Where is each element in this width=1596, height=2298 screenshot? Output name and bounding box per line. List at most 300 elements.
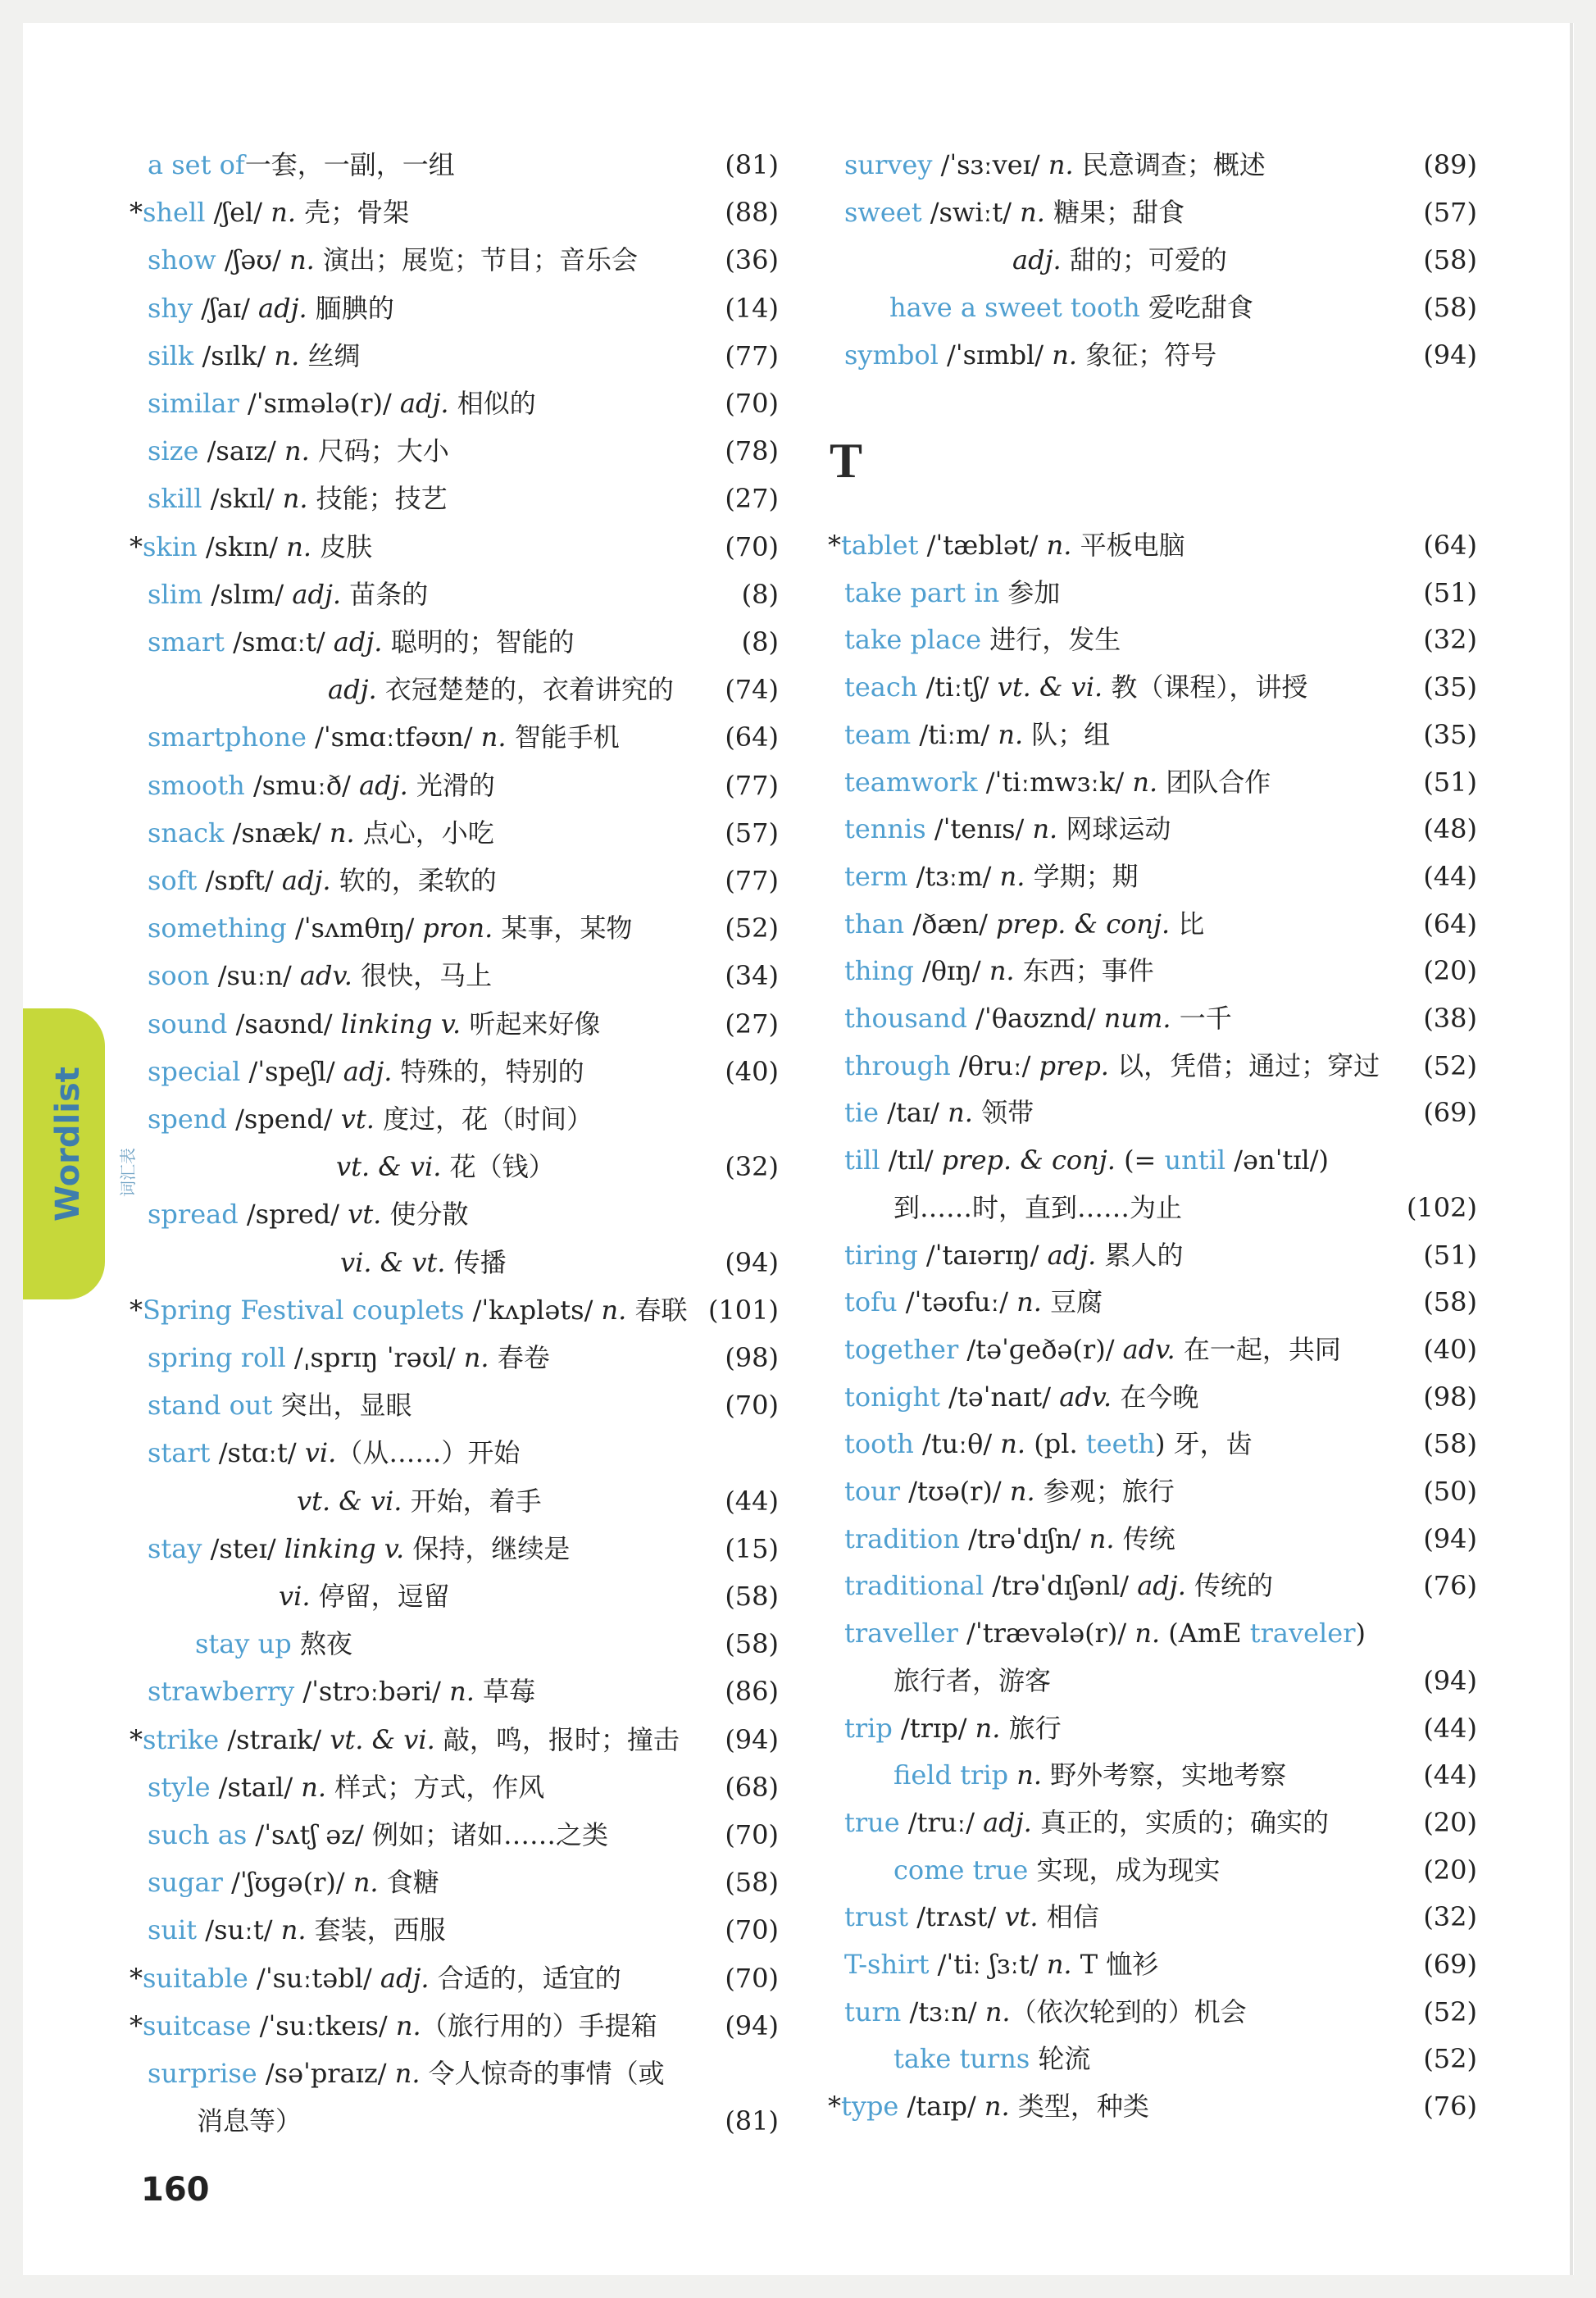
pronunciation: /θɪŋ/ (913, 955, 989, 987)
unit-page-ref: (32) (1423, 624, 1477, 656)
unit-page-ref: (40) (725, 1055, 779, 1087)
part-of-speech: n. (1016, 1759, 1042, 1791)
unit-page-ref: (34) (725, 960, 779, 992)
unit-page-ref: (44) (1423, 1712, 1477, 1744)
definition: 轮流 (1030, 2043, 1091, 2075)
pronunciation: /ʃel/ (205, 197, 271, 229)
part-of-speech: vt. & vi. (997, 671, 1103, 703)
part-of-speech: n. (1000, 1428, 1026, 1460)
part-of-speech: n. (1046, 1949, 1072, 1980)
definition: （旅行用的）手提箱 (421, 2009, 657, 2041)
part-of-speech: n. (1048, 149, 1074, 180)
wordlist-entry (148, 1003, 779, 1044)
headword: than (844, 908, 905, 940)
unit-page-ref: (102) (1406, 1191, 1477, 1223)
headword: thing (844, 955, 914, 987)
headword: silk (148, 339, 194, 371)
wordlist-entry (844, 1896, 1477, 1937)
headword: survey (844, 149, 933, 180)
wordlist-entry (844, 998, 1477, 1039)
headword: traveller (844, 1618, 958, 1650)
headword: come true (893, 1854, 1029, 1886)
unit-page-ref: (94) (1423, 1522, 1477, 1554)
part-of-speech: prep. (1039, 1049, 1109, 1081)
headword: tonight (844, 1381, 940, 1413)
definition: (= (1115, 1144, 1165, 1176)
part-of-speech: vi. (279, 1581, 311, 1612)
wordlist-entry (148, 383, 779, 424)
definition: 某事，某物 (493, 912, 633, 944)
pronunciation: /ˈsmɑːtfəʊn/ (306, 721, 481, 753)
headword: together (844, 1333, 959, 1365)
pronunciation: /tɜːm/ (907, 860, 1000, 892)
part-of-speech: n. (352, 1867, 379, 1899)
definition: T 恤衫 (1071, 1949, 1159, 1980)
wordlist-entry (130, 526, 779, 567)
pronunciation: /steɪ/ (202, 1532, 284, 1564)
wordlist-entry (148, 860, 779, 901)
definition: (pl. (1025, 1428, 1086, 1460)
unit-page-ref: (48) (1423, 813, 1477, 845)
wordlist-entry (148, 717, 779, 758)
unit-page-ref: (70) (725, 530, 779, 562)
definition: 领带 (972, 1097, 1034, 1129)
pronunciation: /trʌst/ (908, 1901, 1005, 1933)
unit-page-ref: (58) (1423, 1428, 1477, 1460)
wordlist-entry (844, 334, 1477, 375)
pronunciation: /ˈtrævələ(r)/ (957, 1618, 1135, 1650)
new-word-star: * (828, 2091, 841, 2123)
part-of-speech: n. (289, 244, 315, 276)
part-of-speech: n. (274, 339, 300, 371)
headword: special (148, 1055, 241, 1087)
part-of-speech: n. (1032, 813, 1058, 845)
wordlist-entry (148, 239, 779, 280)
part-of-speech: n. (1009, 1476, 1035, 1507)
definition: 东西；事件 (1014, 955, 1154, 987)
part-of-speech: n. (975, 1712, 1001, 1744)
wordlist-entry (844, 856, 1477, 897)
part-of-speech: n. (286, 530, 311, 562)
pronunciation: /spend/ (226, 1103, 341, 1135)
definition: 敲，鸣，报时；撞击 (434, 1723, 680, 1755)
headword: something (148, 912, 287, 944)
part-of-speech: adj. (1047, 1239, 1097, 1271)
unit-page-ref: (44) (1423, 1759, 1477, 1791)
unit-page-ref: (94) (725, 2009, 779, 2041)
unit-page-ref: (51) (1423, 1239, 1477, 1271)
headword: stay (148, 1532, 202, 1564)
definition: 使分散 (381, 1199, 469, 1231)
unit-page-ref: (58) (725, 1628, 779, 1660)
wordlist-entry (130, 2005, 779, 2046)
part-of-speech: n. (394, 2058, 421, 2089)
wordlist-entry (336, 1146, 779, 1187)
headword: such as (148, 1819, 248, 1850)
new-word-star: * (130, 1723, 143, 1755)
headword: Spring Festival couplets (143, 1294, 465, 1326)
unit-page-ref: (81) (725, 149, 779, 180)
part-of-speech: adv. (1059, 1381, 1112, 1413)
headword: field trip (893, 1759, 1009, 1791)
definition: 春卷 (489, 1342, 550, 1373)
pronunciation: /tɜːn/ (901, 1995, 985, 2027)
definition: 壳；骨架 (295, 197, 410, 229)
part-of-speech: adj. (343, 1055, 393, 1087)
wordlist-entry (148, 335, 779, 376)
wordlist-entry (148, 1194, 779, 1235)
wordlist-entry (844, 144, 1477, 185)
headword: tiring (844, 1239, 918, 1271)
definition: 网球运动 (1057, 813, 1171, 845)
wordlist-entry (844, 1802, 1477, 1843)
pronunciation: /ˈtəʊfuː/ (897, 1286, 1017, 1318)
definition: 类型，种类 (1009, 2091, 1149, 2123)
definition: 听起来好像 (461, 1008, 601, 1040)
wordlist-entry (844, 1518, 1477, 1559)
headword-variant: teeth (1085, 1428, 1155, 1460)
definition: 旅行 (1000, 1712, 1062, 1744)
part-of-speech: n. (284, 435, 310, 467)
wordlist-entry (148, 955, 779, 996)
definition: 合适的，适宜的 (429, 1962, 621, 1994)
definition: 累人的 (1096, 1239, 1184, 1271)
pronunciation: /taɪp/ (898, 2091, 984, 2123)
unit-page-ref: (70) (725, 1390, 779, 1422)
unit-page-ref: (20) (1423, 1806, 1477, 1838)
headword: surprise (148, 2058, 257, 2089)
part-of-speech: n. (1020, 197, 1045, 228)
headword: turn (844, 1995, 902, 2027)
part-of-speech: pron. (422, 912, 493, 944)
wordlist-entry (148, 288, 779, 329)
wordlist-entry (844, 762, 1477, 803)
unit-page-ref: (98) (725, 1342, 779, 1373)
wordlist-entry (844, 1329, 1477, 1370)
page-edge (1570, 23, 1573, 2275)
part-of-speech: adj. (1012, 244, 1062, 275)
headword: type (841, 2091, 899, 2123)
part-of-speech: adj. (292, 578, 342, 610)
pronunciation: /saʊnd/ (227, 1008, 341, 1040)
definition: 草莓 (474, 1676, 536, 1708)
headword: stay up (195, 1628, 292, 1660)
headword: size (148, 435, 199, 467)
wordlist-entry (844, 1235, 1477, 1276)
headword: skin (143, 530, 198, 562)
new-word-star: * (130, 1962, 143, 1994)
wordlist-entry (844, 572, 1477, 613)
unit-page-ref: (51) (1423, 766, 1477, 798)
pronunciation: /spred/ (238, 1199, 348, 1231)
headword: teamwork (844, 766, 978, 798)
part-of-speech: n. (601, 1294, 627, 1326)
section-letter: T (830, 434, 863, 488)
pronunciation: /saɪz/ (198, 435, 284, 467)
unit-page-ref: (64) (1423, 530, 1477, 561)
headword: shell (143, 197, 206, 229)
headword: symbol (844, 339, 939, 371)
headword: tofu (844, 1286, 898, 1318)
pronunciation: /ˈtenɪs/ (925, 813, 1033, 845)
definition: （依次轮到的）机会 (1010, 1995, 1247, 2027)
wordlist-entry (148, 765, 779, 806)
definition: 爱吃甜食 (1139, 292, 1253, 323)
pronunciation: /ðæn/ (904, 908, 997, 940)
pronunciation: /ˈtiː ʃɜːt/ (929, 1949, 1047, 1980)
definition: 停留，逗留 (310, 1581, 450, 1612)
wordlist-entry (844, 1708, 1477, 1749)
unit-page-ref: (38) (1423, 1003, 1477, 1034)
pronunciation: /suːn/ (209, 960, 300, 992)
unit-page-ref: (94) (1423, 1664, 1477, 1696)
wordlist-entry (148, 1528, 779, 1569)
part-of-speech: adv. (1122, 1333, 1175, 1365)
pronunciation: /səˈpraɪz/ (257, 2058, 395, 2089)
pronunciation: /ʃəʊ/ (216, 244, 290, 276)
part-of-speech: n. (999, 860, 1025, 892)
unit-page-ref: (81) (725, 2105, 779, 2137)
part-of-speech: vt. (348, 1199, 382, 1231)
pronunciation: /skɪl/ (202, 483, 283, 515)
wordlist-entry (893, 1850, 1477, 1891)
headword: sugar (148, 1867, 223, 1899)
definition: 相信 (1038, 1901, 1099, 1933)
definition: 熬夜 (291, 1628, 352, 1660)
unit-page-ref: (94) (725, 1246, 779, 1278)
unit-page-ref: (70) (725, 388, 779, 419)
definition: 智能手机 (506, 721, 620, 753)
wordlist-entry (197, 2100, 779, 2141)
definition: 以，凭借；通过；穿过 (1108, 1049, 1380, 1081)
pronunciation: /təˈɡeðə(r)/ (958, 1333, 1123, 1365)
pronunciation: /ˈsɜːveɪ/ (932, 149, 1048, 180)
new-word-star: * (130, 197, 143, 229)
unit-page-ref: (77) (725, 769, 779, 801)
tab-subtitle: 词汇表 (118, 1148, 138, 1197)
pronunciation: /smuːð/ (244, 769, 360, 801)
definition: 豆腐 (1041, 1286, 1103, 1318)
part-of-speech: n. (463, 1342, 489, 1373)
wordlist-entry (1012, 239, 1477, 280)
new-word-star: * (130, 530, 143, 562)
part-of-speech: n. (1016, 1286, 1042, 1318)
unit-page-ref: (50) (1423, 1476, 1477, 1507)
headword: take turns (893, 2043, 1030, 2075)
unit-page-ref: (36) (725, 244, 779, 276)
headword: take place (844, 624, 982, 656)
headword: trip (844, 1712, 893, 1744)
pronunciation: /ˈsɪmələ(r)/ (239, 388, 400, 419)
unit-page-ref: (77) (725, 339, 779, 371)
unit-page-ref: (32) (1423, 1901, 1477, 1933)
pronunciation: /ˈtaɪərɪŋ/ (917, 1239, 1048, 1271)
definition: 在一起，共同 (1175, 1333, 1341, 1365)
wordlist-entry (844, 714, 1477, 755)
wordlist-entry (148, 1671, 779, 1712)
headword-variant: traveler (1249, 1618, 1356, 1650)
pronunciation: /swiːt/ (921, 197, 1021, 228)
headword: shy (148, 292, 193, 324)
wordlist-entry (844, 903, 1477, 944)
unit-page-ref: (69) (1423, 1097, 1477, 1129)
definition: 传播 (445, 1246, 507, 1278)
unit-page-ref: (14) (725, 292, 779, 324)
headword: strike (143, 1723, 220, 1755)
wordlist-entry (844, 1045, 1477, 1086)
definition: 参加 (999, 576, 1061, 608)
headword: tradition (844, 1522, 960, 1554)
definition: 象征；符号 (1077, 339, 1217, 371)
pronunciation: /trɪp/ (892, 1712, 975, 1744)
unit-page-ref: (40) (1423, 1333, 1477, 1365)
wordlist-entry (844, 192, 1477, 233)
pronunciation: /slɪm/ (202, 578, 293, 610)
wordlist-entry (130, 1290, 779, 1331)
part-of-speech: vi. & vt. (340, 1246, 446, 1278)
unit-page-ref: (15) (725, 1532, 779, 1564)
definition: 例如；诸如……之类 (371, 1819, 608, 1850)
definition: 相似的 (448, 388, 536, 419)
definition: （从……）开始 (336, 1437, 521, 1469)
unit-page-ref: (94) (1423, 339, 1477, 371)
pronunciation: /smɑːt/ (225, 626, 334, 658)
definition: 一千 (1171, 1003, 1232, 1034)
part-of-speech: n. (280, 1914, 307, 1946)
wordlist-entry (148, 908, 779, 949)
pronunciation: /staɪl/ (210, 1771, 302, 1803)
unit-page-ref: (51) (1423, 576, 1477, 608)
wordlist-entry (148, 430, 779, 471)
headword: stand out (148, 1390, 273, 1422)
headword: suitcase (143, 2009, 252, 2041)
definition: 民意调查；概述 (1073, 149, 1266, 180)
part-of-speech: adv. (299, 960, 352, 992)
wordlist-entry (148, 1432, 779, 1473)
headword: term (844, 860, 908, 892)
headword: till (844, 1144, 880, 1176)
headword: team (844, 718, 912, 750)
definition: 尺码；大小 (309, 435, 449, 467)
new-word-star: * (130, 1294, 143, 1326)
wordlist-entry (148, 1099, 779, 1140)
wordlist-entry (828, 2086, 1477, 2127)
wordlist-entry (844, 1613, 1477, 1654)
definition: 参观；旅行 (1034, 1476, 1175, 1507)
wordlist-entry (844, 808, 1477, 849)
wordlist-entry (844, 619, 1477, 660)
unit-page-ref: (52) (1423, 1995, 1477, 2027)
headword: take part in (844, 576, 1000, 608)
definition: 到……时，直到……为止 (893, 1191, 1183, 1223)
definition: 队；组 (1023, 718, 1111, 750)
headword: tooth (844, 1428, 914, 1460)
wordlist-entry (297, 1481, 779, 1522)
part-of-speech: n. (329, 817, 355, 849)
unit-page-ref: (64) (1423, 908, 1477, 940)
wordlist-entry (130, 192, 779, 233)
headword: through (844, 1049, 951, 1081)
pronunciation: /təˈnaɪt/ (939, 1381, 1060, 1413)
wordlist-entry (148, 1909, 779, 1950)
pronunciation: /sɪlk/ (193, 339, 275, 371)
headword: start (148, 1437, 211, 1469)
headword: suitable (143, 1962, 248, 1994)
definition: 丝绸 (299, 339, 361, 371)
definition: 传统的 (1185, 1570, 1274, 1602)
part-of-speech: linking v. (284, 1532, 405, 1564)
headword: tie (844, 1097, 880, 1129)
pronunciation: /trəˈdɪʃn/ (959, 1522, 1089, 1554)
unit-page-ref: (76) (1423, 2091, 1477, 2123)
definition: 消息等） (197, 2105, 302, 2137)
wordlist-entry (844, 1991, 1477, 2032)
unit-page-ref: (27) (725, 483, 779, 515)
headword: true (844, 1806, 900, 1838)
wordlist-entry (148, 1767, 779, 1808)
unit-page-ref: (89) (1423, 149, 1477, 180)
pronunciation: /suːt/ (197, 1914, 281, 1946)
definition: 令人惊奇的事情（或 (420, 2058, 665, 2089)
definition: 突出，显眼 (272, 1390, 412, 1422)
unit-page-ref: (94) (725, 1723, 779, 1755)
unit-page-ref: (74) (725, 674, 779, 706)
unit-page-ref: (101) (707, 1294, 779, 1326)
definition: 学期；期 (1025, 860, 1139, 892)
wordlist-entry (148, 1385, 779, 1426)
part-of-speech: n. (395, 2009, 421, 2041)
pronunciation: /ˈsuːtkeɪs/ (251, 2009, 396, 2041)
wordlist-entry (844, 1092, 1477, 1133)
definition: 平板电脑 (1071, 530, 1185, 561)
definition: 春联 (626, 1294, 688, 1326)
pronunciation: /ˈsɪmbl/ (938, 339, 1053, 371)
definition: 野外考察，实地考察 (1042, 1759, 1287, 1791)
headword: trust (844, 1901, 909, 1933)
definition: 花（钱） (441, 1151, 555, 1183)
part-of-speech: n. (1046, 530, 1072, 561)
unit-page-ref: (68) (725, 1771, 779, 1803)
tab-title: Wordlist (49, 1067, 87, 1222)
unit-page-ref: (35) (1423, 671, 1477, 703)
pronunciation: /tʊə(r)/ (900, 1476, 1010, 1507)
wordlist-entry (844, 1140, 1477, 1181)
definition: 食糖 (378, 1867, 439, 1899)
pronunciation: /tɪl/ (880, 1144, 942, 1176)
wordlist-entry (148, 621, 779, 662)
part-of-speech: vt. (1004, 1901, 1039, 1933)
page-number: 160 (141, 2171, 210, 2209)
part-of-speech: vt. & vi. (330, 1723, 435, 1755)
wordlist-entry (148, 1814, 779, 1855)
part-of-speech: vt. (340, 1103, 375, 1135)
wordlist-entry (844, 1944, 1477, 1985)
headword: tennis (844, 813, 926, 845)
wordlist-entry (148, 144, 779, 185)
pronunciation: /θruː/ (950, 1049, 1039, 1081)
wordlist-entry (130, 1958, 779, 1999)
wordlist-entry (844, 950, 1477, 991)
definition: 光滑的 (407, 769, 495, 801)
wordlist-entry (148, 478, 779, 519)
unit-page-ref: (98) (1423, 1381, 1477, 1413)
part-of-speech: prep. & conj. (996, 908, 1171, 940)
headword: sound (148, 1008, 228, 1040)
pronunciation: /ˈstrɔːbəri/ (294, 1676, 450, 1708)
part-of-speech: n. (480, 721, 507, 753)
definition: 腼腆的 (307, 292, 394, 324)
part-of-speech: prep. & conj. (941, 1144, 1116, 1176)
